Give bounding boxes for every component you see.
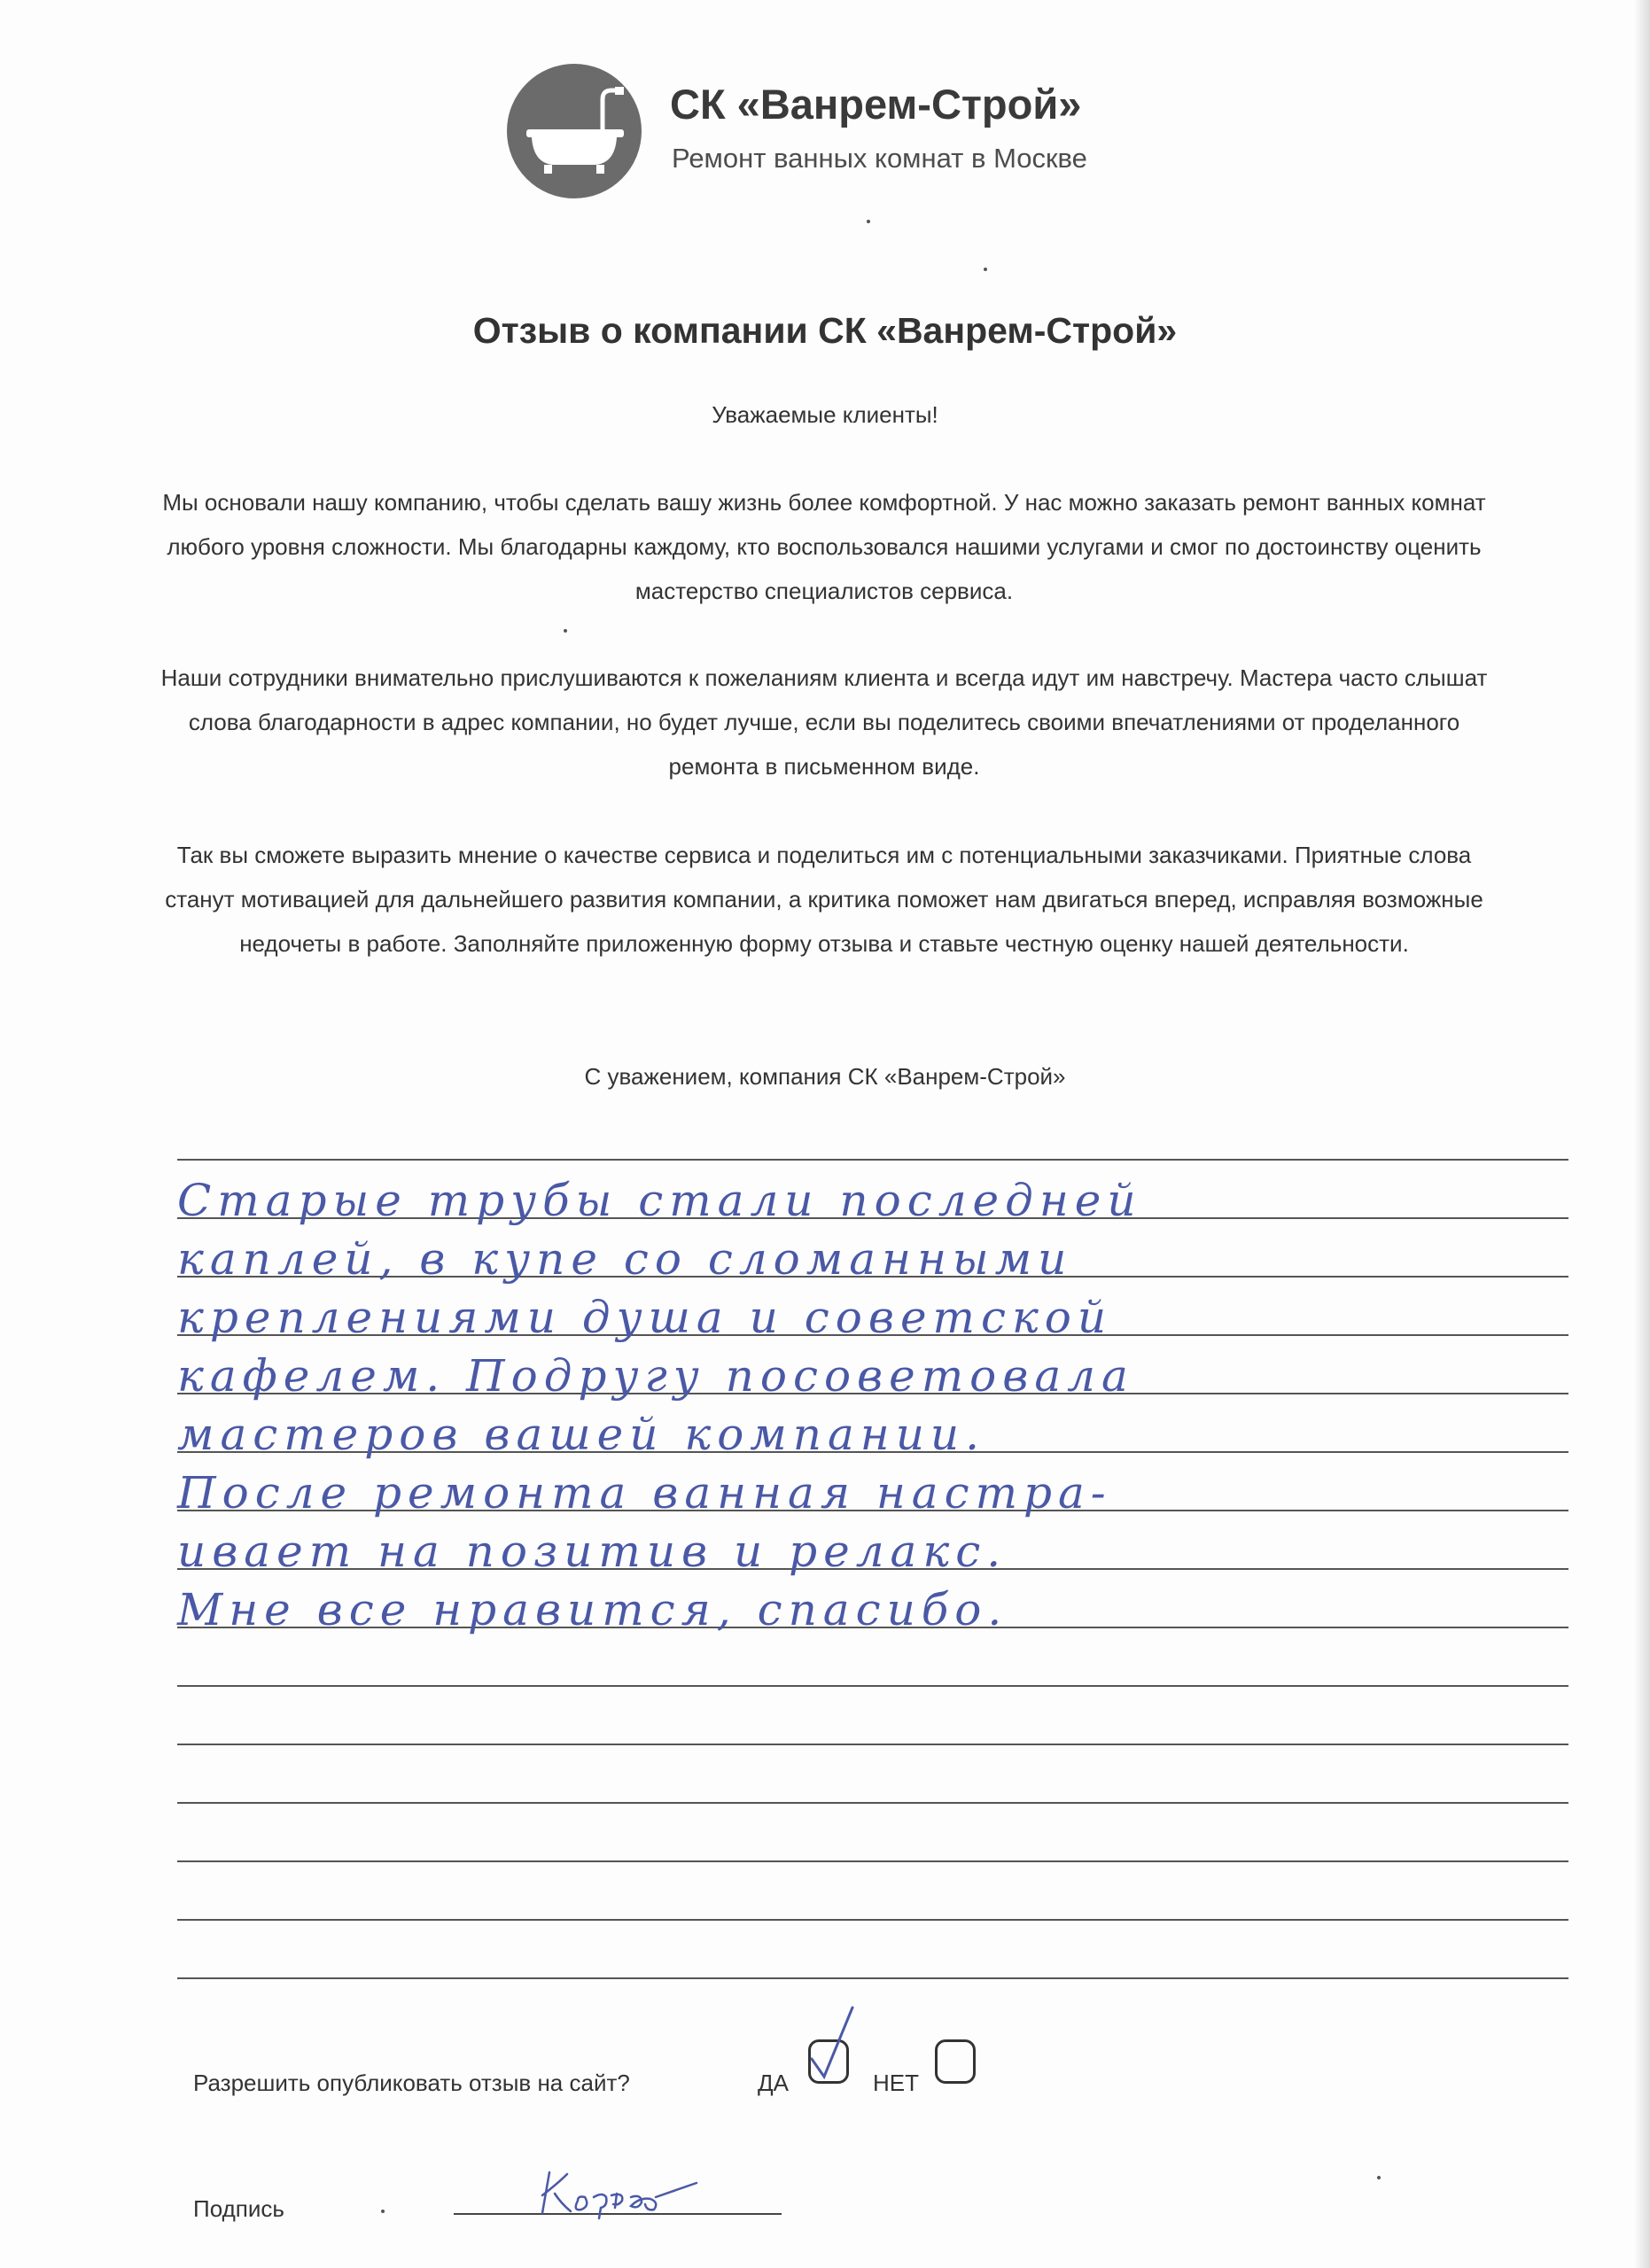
handwritten-review-line: Мне все нравится, спасибо. (177, 1584, 1008, 1635)
intro-paragraph: Наши сотрудники внимательно прислушиваются к пожеланиям клиента и всегда идут им навстречу. Мастера часто слышат слова благодарности в адрес компании, но будет лучше, если вы поделитесь своими впечатлениями от проделанного ремонта в письменном виде. (160, 664, 1488, 780)
handwritten-review-line: Старые трубы стали последней (177, 1175, 1142, 1226)
signature-label: Подпись (193, 2195, 284, 2222)
handwritten-review-line: креплениями душа и советской (177, 1292, 1113, 1343)
intro-paragraph: Мы основали нашу компанию, чтобы сделать вашу жизнь более комфортной. У нас можно заказать ремонт ванных комнат любого уровня сложности. Мы благодарны каждому, кто воспользовался нашими услугами и смог по достоинству оценить мастерство специалистов сервиса. (162, 489, 1486, 604)
no-label: НЕТ (873, 2070, 919, 2096)
ruled-line (177, 1744, 1568, 1745)
publish-consent-question: Разрешить опубликовать отзыв на сайт? (193, 2070, 630, 2096)
intro-paragraph: Так вы сможете выразить мнение о качестве сервиса и поделиться им с потенциальными заказчиками. Приятные слова станут мотивацией для дальнейшего развития компании, а критика поможет нам двигаться вперед, исправляя возможные недочеты в работе. Заполняйте приложенную форму отзыва и ставьте честную оценку нашей деятельности. (165, 842, 1483, 957)
scan-speck (381, 2210, 385, 2213)
review-text-area (177, 1134, 1568, 2002)
closing-line: С уважением, компания СК «Ванрем-Строй» (584, 1063, 1066, 1090)
ruled-line (177, 1860, 1568, 1862)
ruled-line (177, 1977, 1568, 1979)
greeting: Уважаемые клиенты! (712, 401, 938, 428)
handwritten-review-line: мастеров вашей компании. (177, 1409, 985, 1460)
yes-label: ДА (758, 2070, 789, 2096)
ruled-line (177, 1685, 1568, 1687)
ruled-line (177, 1802, 1568, 1804)
handwritten-review-line: каплей, в купе со сломанными (177, 1233, 1073, 1285)
bathtub-icon (507, 64, 642, 198)
check-mark-icon (798, 2004, 860, 2084)
handwritten-review-line: После ремонта ванная настра- (177, 1467, 1112, 1518)
ruled-line (177, 1159, 1568, 1161)
document-title: Отзыв о компании СК «Ванрем-Строй» (472, 310, 1178, 351)
ruled-line (177, 1919, 1568, 1921)
company-tagline: Ремонт ванных комнат в Москве (672, 143, 1087, 174)
handwritten-review-line: кафелем. Подругу посоветовала (177, 1350, 1134, 1402)
handwritten-review-line: ивает на позитив и релакс. (177, 1526, 1008, 1577)
handwritten-signature (532, 2162, 727, 2224)
no-checkbox[interactable] (935, 2039, 976, 2084)
scan-speck (984, 268, 987, 271)
scan-speck (1377, 2176, 1381, 2179)
company-name: СК «Ванрем-Строй» (670, 81, 1082, 128)
scan-speck (564, 629, 567, 633)
scan-speck (867, 220, 870, 223)
